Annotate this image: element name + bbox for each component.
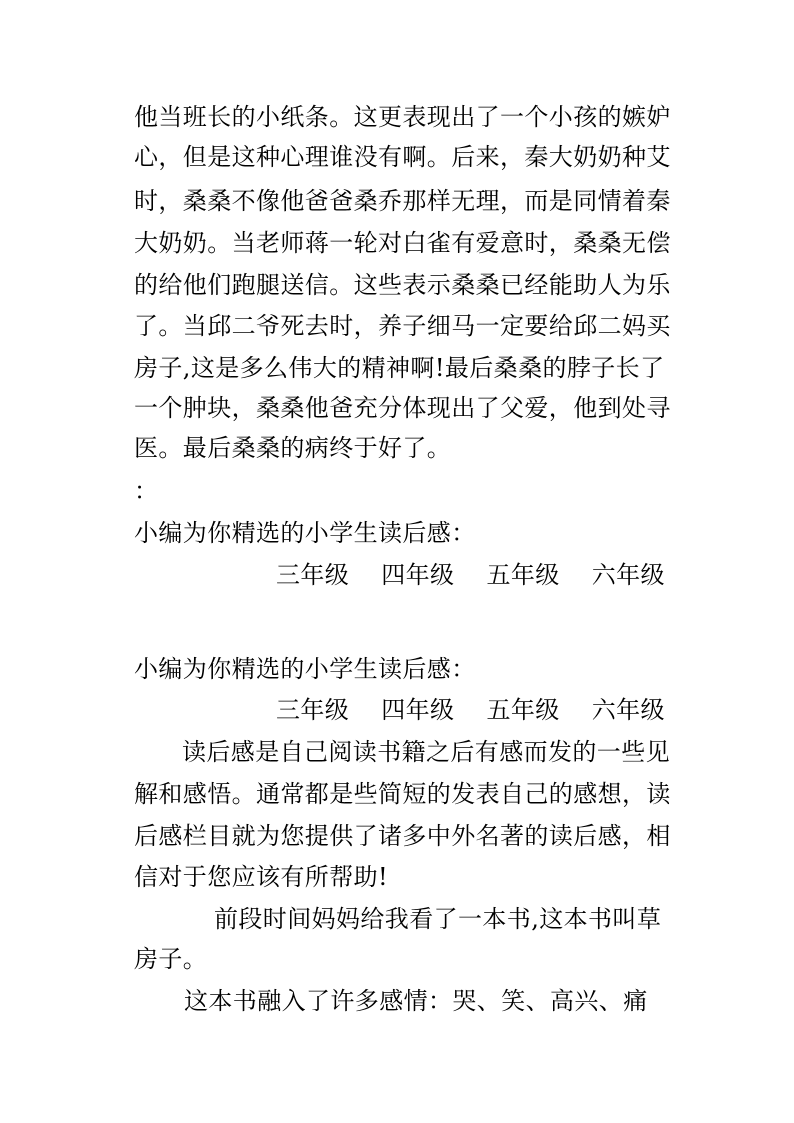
intro-line: 后感栏目就为您提供了诸多中外名著的读后感，相 — [134, 822, 671, 850]
paragraph-line: 了。当邱二爷死去时，养子细马一定要给邱二妈买 — [134, 312, 671, 340]
grade-link-6[interactable]: 六年级 — [591, 561, 665, 589]
grade-links — [276, 560, 665, 590]
colon-line: ： — [134, 477, 159, 505]
grade-links — [276, 695, 665, 725]
grade-link-6[interactable]: 六年级 — [591, 696, 665, 724]
body-line: 前段时间妈妈给我看了一本书,这本书叫草 — [214, 905, 662, 933]
grade-link-3[interactable]: 三年级 — [276, 561, 350, 589]
paragraph-line: 心，但是这种心理谁没有啊。后来，秦大奶奶种艾 — [134, 143, 671, 171]
intro-line: 读后感是自己阅读书籍之后有感而发的一些见 — [182, 738, 670, 766]
grade-link-5[interactable]: 五年级 — [486, 696, 560, 724]
paragraph-line: 一个肿块，桑桑他爸充分体现出了父爱，他到处寻 — [134, 394, 671, 422]
grade-link-3[interactable]: 三年级 — [276, 696, 350, 724]
paragraph-line: 大奶奶。当老师蒋一轮对白雀有爱意时，桑桑无偿 — [134, 229, 671, 257]
paragraph-line: 房子,这是多么伟大的精神啊!最后桑桑的脖子长了 — [134, 354, 665, 382]
grade-link-4[interactable]: 四年级 — [381, 561, 455, 589]
intro-line: 信对于您应该有所帮助! — [134, 863, 389, 891]
promo-title: 小编为你精选的小学生读后感： — [134, 519, 476, 547]
paragraph-line: 他当班长的小纸条。这更表现出了一个小孩的嫉妒 — [134, 103, 671, 131]
grade-link-5[interactable]: 五年级 — [486, 561, 560, 589]
intro-line: 解和感悟。通常都是些简短的发表自己的感想，读 — [134, 780, 671, 808]
paragraph-line: 时，桑桑不像他爸爸桑乔那样无理，而是同情着秦 — [134, 187, 671, 215]
body-line: 这本书融入了许多感情：哭、笑、高兴、痛 — [184, 987, 648, 1015]
body-line: 房子。 — [134, 945, 208, 973]
grade-link-4[interactable]: 四年级 — [381, 696, 455, 724]
promo-title: 小编为你精选的小学生读后感： — [134, 655, 476, 683]
paragraph-line: 医。最后桑桑的病终于好了。 — [134, 434, 452, 462]
paragraph-line: 的给他们跑腿送信。这些表示桑桑已经能助人为乐 — [134, 271, 671, 299]
